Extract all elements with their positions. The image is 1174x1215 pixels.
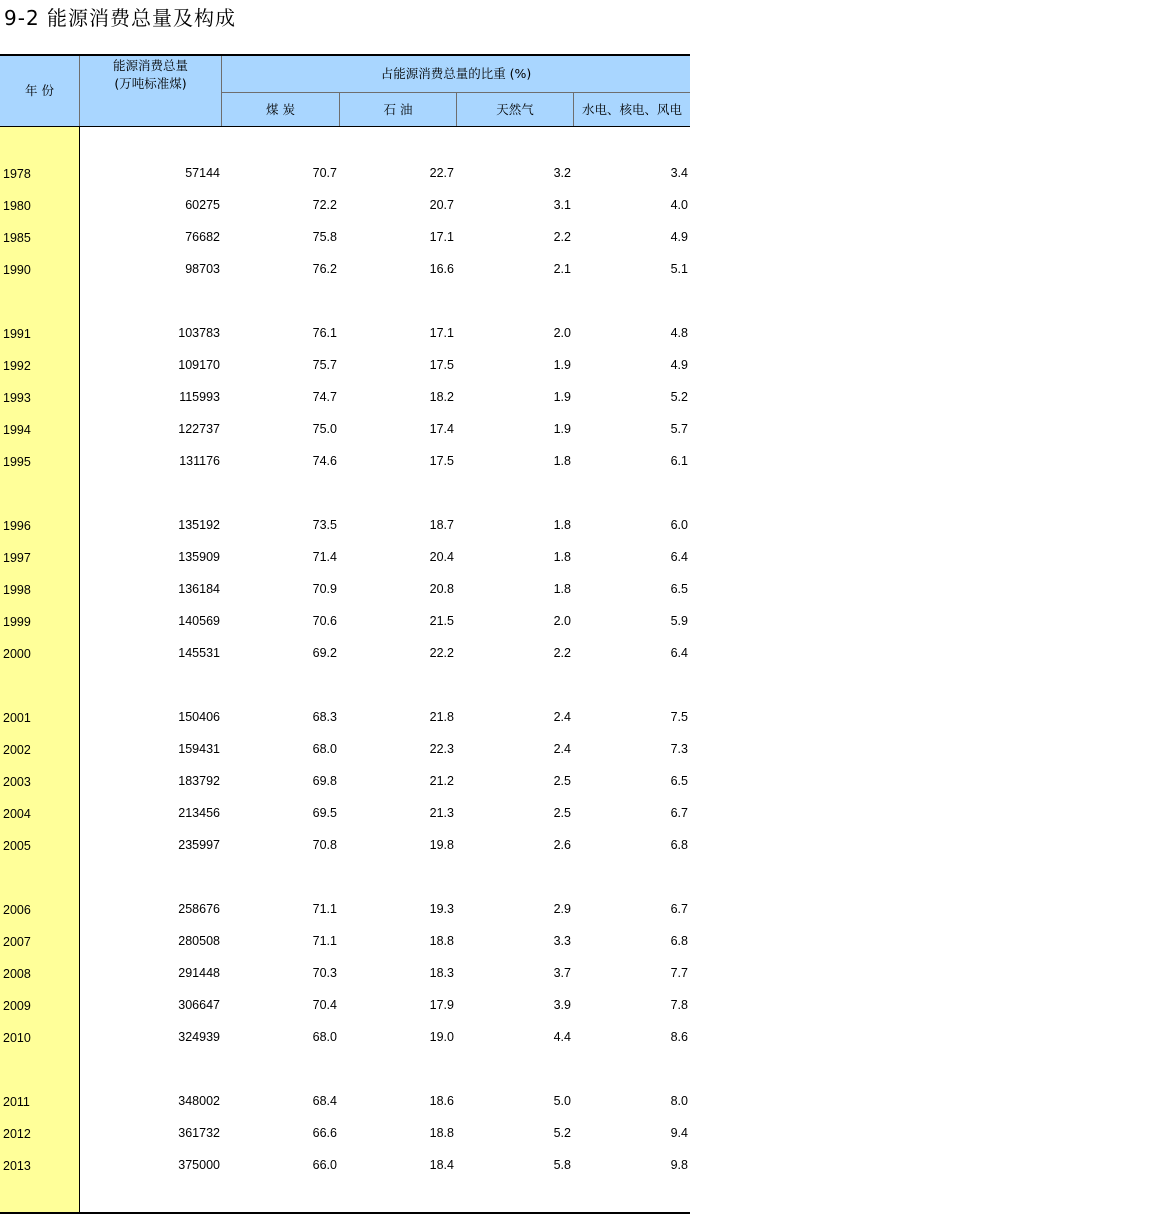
cell-coal: 73.5 xyxy=(312,518,337,532)
cell-coal: 69.8 xyxy=(312,774,337,788)
cell-oil: 18.2 xyxy=(429,390,454,404)
cell-coal: 70.3 xyxy=(312,966,337,980)
cell-year: 1991 xyxy=(3,327,31,341)
cell-year: 2007 xyxy=(3,935,31,949)
table-bottom-rule xyxy=(0,1212,690,1214)
cell-total: 131176 xyxy=(179,454,220,468)
cell-total: 103783 xyxy=(178,326,220,340)
table-row xyxy=(0,899,690,919)
header-rule xyxy=(0,126,690,127)
cell-gas: 2.5 xyxy=(553,774,571,788)
cell-total: 361732 xyxy=(178,1126,220,1140)
table-row xyxy=(0,323,690,343)
table-row xyxy=(0,611,690,631)
cell-gas: 3.9 xyxy=(553,998,571,1012)
header-other: 水电、核电、风电 xyxy=(581,101,682,117)
cell-gas: 5.0 xyxy=(553,1094,571,1108)
cell-oil: 22.7 xyxy=(429,166,454,180)
cell-gas: 2.4 xyxy=(553,742,571,756)
cell-coal: 76.1 xyxy=(312,326,337,340)
cell-oil: 18.8 xyxy=(429,934,454,948)
cell-oil: 19.0 xyxy=(429,1030,454,1044)
cell-gas: 3.2 xyxy=(553,166,571,180)
cell-other: 4.8 xyxy=(670,326,688,340)
cell-other: 5.2 xyxy=(670,390,688,404)
cell-gas: 3.3 xyxy=(553,934,571,948)
table-row xyxy=(0,995,690,1015)
cell-other: 7.3 xyxy=(670,742,688,756)
cell-other: 7.7 xyxy=(670,966,688,980)
cell-year: 1980 xyxy=(3,199,31,213)
cell-year: 1998 xyxy=(3,583,31,597)
cell-gas: 5.8 xyxy=(553,1158,571,1172)
cell-year: 2005 xyxy=(3,839,31,853)
cell-coal: 71.1 xyxy=(312,902,337,916)
cell-coal: 70.6 xyxy=(312,614,337,628)
cell-oil: 16.6 xyxy=(429,262,454,276)
cell-year: 2009 xyxy=(3,999,31,1013)
table-row xyxy=(0,931,690,951)
cell-other: 6.7 xyxy=(670,902,688,916)
cell-year: 2010 xyxy=(3,1031,31,1045)
cell-total: 60275 xyxy=(185,198,220,212)
cell-gas: 3.7 xyxy=(553,966,571,980)
cell-other: 9.4 xyxy=(670,1126,688,1140)
cell-oil: 18.7 xyxy=(429,518,454,532)
cell-total: 150406 xyxy=(178,710,220,724)
cell-other: 7.5 xyxy=(670,710,688,724)
table-row xyxy=(0,1091,690,1111)
header-year: 年 份 xyxy=(0,56,80,126)
cell-gas: 1.8 xyxy=(553,550,571,564)
cell-coal: 74.7 xyxy=(312,390,337,404)
cell-year: 2000 xyxy=(3,647,31,661)
header-coal: 煤 炭 xyxy=(222,93,340,126)
cell-year: 2012 xyxy=(3,1127,31,1141)
cell-gas: 2.2 xyxy=(553,230,571,244)
cell-year: 2013 xyxy=(3,1159,31,1173)
energy-consumption-table xyxy=(0,54,690,1215)
table-row xyxy=(0,419,690,439)
cell-year: 2002 xyxy=(3,743,31,757)
cell-coal: 68.4 xyxy=(312,1094,337,1108)
cell-total: 98703 xyxy=(185,262,220,276)
cell-total: 291448 xyxy=(178,966,220,980)
cell-oil: 21.2 xyxy=(429,774,454,788)
cell-coal: 69.2 xyxy=(312,646,337,660)
cell-year: 1995 xyxy=(3,455,31,469)
cell-other: 6.1 xyxy=(670,454,688,468)
table-row xyxy=(0,163,690,183)
cell-coal: 66.0 xyxy=(312,1158,337,1172)
cell-coal: 70.9 xyxy=(312,582,337,596)
cell-coal: 68.0 xyxy=(312,1030,337,1044)
header-total-unit: (万吨标准煤) xyxy=(114,76,187,91)
cell-other: 4.0 xyxy=(670,198,688,212)
table-row xyxy=(0,1027,690,1047)
cell-coal: 69.5 xyxy=(312,806,337,820)
cell-oil: 17.9 xyxy=(429,998,454,1012)
cell-gas: 2.0 xyxy=(553,326,571,340)
cell-oil: 20.4 xyxy=(429,550,454,564)
table-row xyxy=(0,451,690,471)
cell-total: 183792 xyxy=(178,774,220,788)
cell-other: 6.5 xyxy=(670,582,688,596)
cell-coal: 68.0 xyxy=(312,742,337,756)
cell-year: 1996 xyxy=(3,519,31,533)
cell-total: 135909 xyxy=(178,550,220,564)
table-row xyxy=(0,227,690,247)
cell-other: 3.4 xyxy=(670,166,688,180)
cell-gas: 1.8 xyxy=(553,582,571,596)
header-total xyxy=(80,56,222,126)
cell-oil: 18.4 xyxy=(429,1158,454,1172)
table-row xyxy=(0,643,690,663)
cell-gas: 2.9 xyxy=(553,902,571,916)
cell-coal: 71.1 xyxy=(312,934,337,948)
cell-coal: 72.2 xyxy=(312,198,337,212)
cell-total: 140569 xyxy=(178,614,220,628)
cell-total: 109170 xyxy=(178,358,220,372)
cell-other: 4.9 xyxy=(670,358,688,372)
page-title: 9-2 能源消费总量及构成 xyxy=(4,6,237,30)
cell-total: 122737 xyxy=(178,422,220,436)
cell-other: 6.8 xyxy=(670,838,688,852)
cell-other: 5.9 xyxy=(670,614,688,628)
cell-other: 7.8 xyxy=(670,998,688,1012)
cell-oil: 17.4 xyxy=(429,422,454,436)
cell-oil: 17.1 xyxy=(429,230,454,244)
cell-oil: 22.2 xyxy=(429,646,454,660)
table-row xyxy=(0,1123,690,1143)
table-row xyxy=(0,355,690,375)
cell-year: 2011 xyxy=(3,1095,30,1109)
cell-total: 213456 xyxy=(178,806,220,820)
cell-oil: 21.3 xyxy=(429,806,454,820)
header-share: 占能源消费总量的比重 (%) xyxy=(222,56,690,93)
cell-oil: 18.3 xyxy=(429,966,454,980)
cell-gas: 2.2 xyxy=(553,646,571,660)
cell-oil: 20.8 xyxy=(429,582,454,596)
cell-gas: 1.8 xyxy=(553,518,571,532)
cell-year: 2004 xyxy=(3,807,31,821)
cell-oil: 18.8 xyxy=(429,1126,454,1140)
cell-gas: 5.2 xyxy=(553,1126,571,1140)
cell-coal: 70.7 xyxy=(312,166,337,180)
cell-other: 6.7 xyxy=(670,806,688,820)
cell-year: 2008 xyxy=(3,967,31,981)
header-oil: 石 油 xyxy=(340,93,457,126)
cell-total: 135192 xyxy=(178,518,220,532)
cell-total: 136184 xyxy=(178,582,220,596)
cell-other: 6.0 xyxy=(670,518,688,532)
cell-other: 8.0 xyxy=(670,1094,688,1108)
table-row xyxy=(0,707,690,727)
table-row xyxy=(0,803,690,823)
cell-coal: 68.3 xyxy=(312,710,337,724)
cell-year: 1994 xyxy=(3,423,31,437)
cell-total: 280508 xyxy=(178,934,220,948)
table-row xyxy=(0,387,690,407)
cell-oil: 17.1 xyxy=(429,326,454,340)
cell-year: 2001 xyxy=(3,711,31,725)
cell-coal: 71.4 xyxy=(312,550,337,564)
header-gas: 天然气 xyxy=(457,93,574,126)
cell-gas: 2.5 xyxy=(553,806,571,820)
table-row xyxy=(0,1155,690,1175)
cell-other: 8.6 xyxy=(670,1030,688,1044)
cell-coal: 74.6 xyxy=(312,454,337,468)
cell-total: 159431 xyxy=(178,742,220,756)
cell-gas: 2.0 xyxy=(553,614,571,628)
table-row xyxy=(0,259,690,279)
cell-coal: 70.8 xyxy=(312,838,337,852)
cell-total: 324939 xyxy=(178,1030,220,1044)
cell-year: 1985 xyxy=(3,231,31,245)
header-total-label: 能源消费总量 xyxy=(112,58,188,73)
cell-coal: 76.2 xyxy=(312,262,337,276)
cell-gas: 1.9 xyxy=(553,390,571,404)
table-row xyxy=(0,579,690,599)
cell-other: 6.4 xyxy=(670,646,688,660)
cell-year: 2003 xyxy=(3,775,31,789)
table-row xyxy=(0,835,690,855)
cell-year: 1978 xyxy=(3,167,31,181)
table-row xyxy=(0,515,690,535)
cell-coal: 66.6 xyxy=(312,1126,337,1140)
cell-oil: 21.8 xyxy=(429,710,454,724)
cell-other: 9.8 xyxy=(670,1158,688,1172)
cell-oil: 19.3 xyxy=(429,902,454,916)
cell-total: 145531 xyxy=(178,646,220,660)
cell-year: 1999 xyxy=(3,615,31,629)
cell-other: 5.1 xyxy=(670,262,688,276)
cell-gas: 4.4 xyxy=(553,1030,571,1044)
cell-other: 6.4 xyxy=(670,550,688,564)
cell-total: 375000 xyxy=(178,1158,220,1172)
cell-year: 1993 xyxy=(3,391,31,405)
table-row xyxy=(0,963,690,983)
cell-total: 115993 xyxy=(179,390,220,404)
cell-oil: 20.7 xyxy=(429,198,454,212)
cell-gas: 3.1 xyxy=(553,198,571,212)
cell-other: 6.8 xyxy=(670,934,688,948)
cell-coal: 75.8 xyxy=(312,230,337,244)
table-row xyxy=(0,739,690,759)
cell-coal: 70.4 xyxy=(312,998,337,1012)
cell-other: 5.7 xyxy=(670,422,688,436)
table-header xyxy=(0,56,690,126)
table-row xyxy=(0,547,690,567)
cell-gas: 1.8 xyxy=(553,454,571,468)
table-row xyxy=(0,195,690,215)
cell-coal: 75.0 xyxy=(312,422,337,436)
cell-oil: 17.5 xyxy=(429,358,454,372)
cell-gas: 1.9 xyxy=(553,422,571,436)
cell-total: 258676 xyxy=(178,902,220,916)
cell-year: 1992 xyxy=(3,359,31,373)
cell-gas: 2.6 xyxy=(553,838,571,852)
cell-oil: 17.5 xyxy=(429,454,454,468)
cell-total: 57144 xyxy=(185,166,220,180)
cell-oil: 18.6 xyxy=(429,1094,454,1108)
cell-oil: 19.8 xyxy=(429,838,454,852)
cell-total: 348002 xyxy=(178,1094,220,1108)
cell-other: 4.9 xyxy=(670,230,688,244)
cell-gas: 1.9 xyxy=(553,358,571,372)
cell-oil: 22.3 xyxy=(429,742,454,756)
cell-total: 306647 xyxy=(178,998,220,1012)
cell-gas: 2.1 xyxy=(553,262,571,276)
cell-other: 6.5 xyxy=(670,774,688,788)
cell-total: 76682 xyxy=(185,230,220,244)
cell-gas: 2.4 xyxy=(553,710,571,724)
cell-total: 235997 xyxy=(178,838,220,852)
cell-year: 1997 xyxy=(3,551,31,565)
cell-year: 1990 xyxy=(3,263,31,277)
cell-oil: 21.5 xyxy=(429,614,454,628)
table-row xyxy=(0,771,690,791)
year-column-background xyxy=(0,127,80,1212)
cell-coal: 75.7 xyxy=(312,358,337,372)
cell-year: 2006 xyxy=(3,903,31,917)
